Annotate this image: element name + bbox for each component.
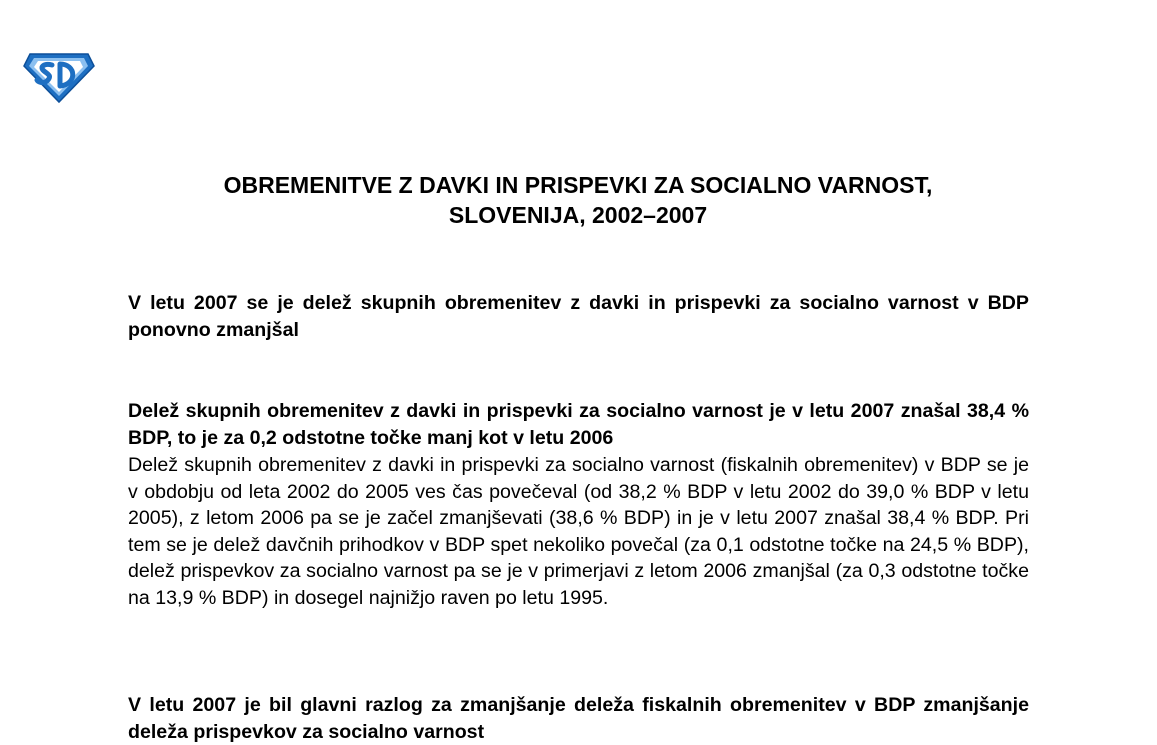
section2-body: Delež skupnih obremenitev z davki in prispevki za socialno varnost (fiskalnih obremenitev) v BDP se je v obdobju od leta 2002 do 2005 ves čas povečeval (od 38,2 % BDP v letu 2002 do 39,0 % BDP v letu 2005), z letom 2006 pa se je začel zmanjševati (38,6 % BDP) in je v letu 2007 znašal 38,4 % BDP. Pri tem se je delež davčnih prihodkov v BDP spet nekoliko povečal (za 0,1 odstotne točke na 24,5 % BDP), delež prispevkov za socialno varnost pa se je v primerjavi z letom 2006 zmanjšal (za 0,3 odstotne točke na 13,9 % BDP) in dosegel najnižjo raven po letu 1995. — [128, 454, 1029, 609]
page-title — [128, 170, 1028, 230]
sd-shield-logo-icon — [22, 48, 96, 104]
section3-heading: V letu 2007 je bil glavni razlog za zmanjšanje deleža fiskalnih obremenitev v BDP zmanjšanje deleža prispevkov za socialno varnost — [128, 694, 1029, 743]
title-line-2: SLOVENIJA, 2002–2007 — [448, 202, 708, 228]
section2-heading: Delež skupnih obremenitev z davki in prispevki za socialno varnost je v letu 2007 znašal 38,4 % BDP, to je za 0,2 odstotne točke manj kot v letu 2006 — [128, 400, 1029, 449]
title-line-1: OBREMENITVE Z DAVKI IN PRISPEVKI ZA SOCIALNO VARNOST, — [223, 172, 933, 198]
section1-heading: V letu 2007 se je delež skupnih obremenitev z davki in prispevki za socialno varnost v BDP ponovno zmanjšal — [128, 292, 1029, 341]
logo — [22, 48, 96, 104]
